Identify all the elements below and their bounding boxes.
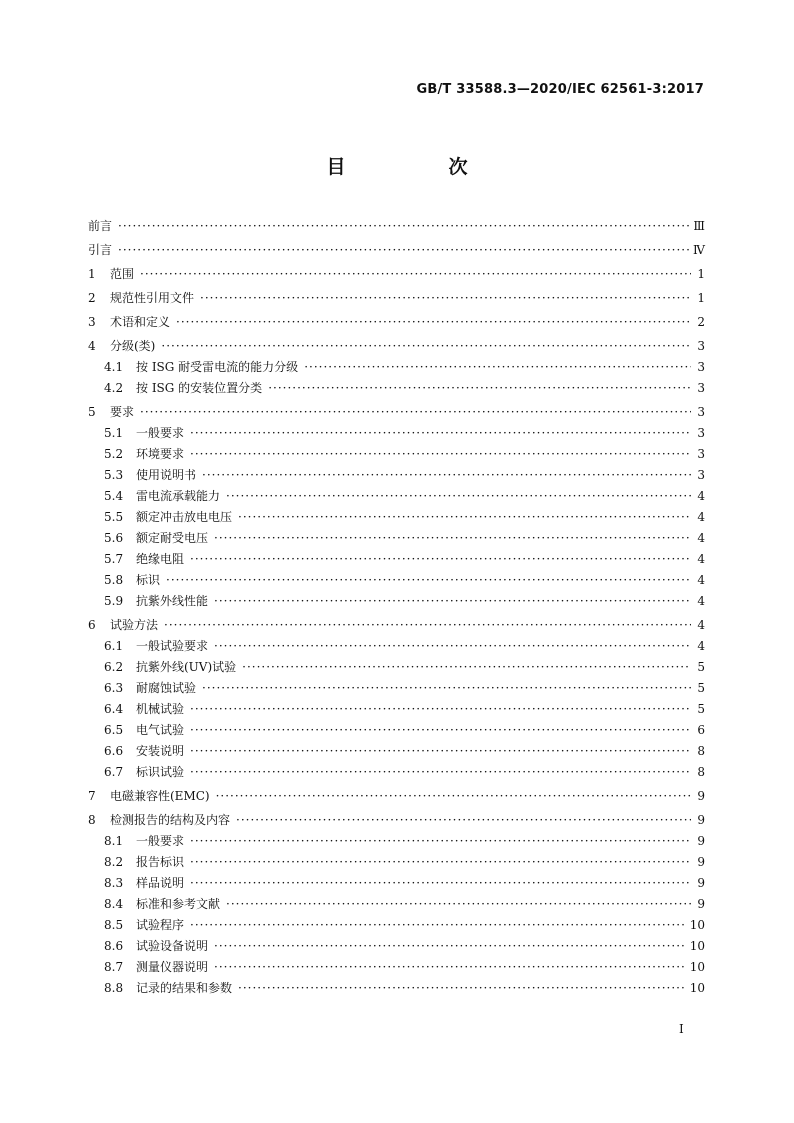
- toc-entry-title: 抗紫外线性能: [136, 594, 209, 608]
- toc-entry[interactable]: [88, 980, 705, 996]
- standard-code: GB/T 33588.3—2020/IEC 62561-3:2017: [416, 82, 704, 97]
- toc-entry[interactable]: [88, 509, 705, 525]
- toc-entry-title: 电气试验: [136, 723, 185, 737]
- toc-entry-page: 9: [697, 876, 705, 890]
- toc-entry-page: 6: [697, 723, 705, 737]
- toc-entry-title: 记录的结果和参数: [136, 981, 233, 995]
- toc-leader-dots: [242, 659, 691, 675]
- toc-leader-dots: [118, 218, 689, 234]
- toc-entry[interactable]: [88, 530, 705, 546]
- toc-entry-page: 8: [697, 765, 705, 779]
- toc-entry[interactable]: [88, 617, 705, 633]
- toc-entry-title: 按 ISG 的安装位置分类: [136, 381, 263, 395]
- toc-entry-page: 9: [697, 855, 705, 869]
- toc-entry[interactable]: [88, 854, 705, 870]
- toc-entry-title: 抗紫外线(UV)试验: [136, 660, 237, 674]
- toc-entry-title: 电磁兼容性(EMC): [110, 789, 210, 803]
- toc-entry-number: 8.8: [104, 981, 124, 995]
- toc-entry[interactable]: [88, 425, 705, 441]
- toc-leader-dots: [190, 551, 691, 567]
- toc-entry-number: 8.1: [104, 834, 124, 848]
- toc-leader-dots: [236, 812, 691, 828]
- toc-entry-title: 试验设备说明: [136, 939, 209, 953]
- toc-entry-title: 范围: [110, 267, 135, 281]
- toc-entry-title: 一般要求: [136, 834, 185, 848]
- toc-leader-dots: [190, 446, 691, 462]
- toc-entry-page: 4: [697, 531, 705, 545]
- toc-entry-title: 引言: [88, 243, 113, 257]
- toc-leader-dots: [161, 338, 691, 354]
- toc-leader-dots: [200, 290, 691, 306]
- toc-entry-page: 8: [697, 744, 705, 758]
- toc-entry-number: 1: [88, 267, 96, 281]
- toc-entry[interactable]: [88, 593, 705, 609]
- toc-entry-title: 标准和参考文献: [136, 897, 221, 911]
- toc-entry-number: 5.7: [104, 552, 124, 566]
- table-of-contents: [88, 218, 705, 996]
- toc-entry-title: 测量仪器说明: [136, 960, 209, 974]
- toc-leader-dots: [226, 488, 691, 504]
- toc-entry-title: 试验程序: [136, 918, 185, 932]
- toc-leader-dots: [164, 617, 691, 633]
- toc-entry-page: 1: [697, 267, 705, 281]
- toc-entry[interactable]: [88, 743, 705, 759]
- toc-entry-page: 2: [697, 315, 705, 329]
- toc-entry-page: 4: [697, 552, 705, 566]
- toc-leader-dots: [214, 938, 686, 954]
- toc-entry[interactable]: [88, 338, 705, 354]
- toc-entry[interactable]: [88, 833, 705, 849]
- toc-entry-number: 5.6: [104, 531, 124, 545]
- toc-leader-dots: [176, 314, 691, 330]
- toc-leader-dots: [190, 743, 691, 759]
- toc-entry-page: 5: [697, 681, 705, 695]
- toc-entry-title: 安装说明: [136, 744, 185, 758]
- toc-entry-title: 使用说明书: [136, 468, 197, 482]
- toc-entry[interactable]: [88, 314, 705, 330]
- toc-entry-title: 术语和定义: [110, 315, 171, 329]
- toc-leader-dots: [238, 980, 686, 996]
- toc-entry-number: 4.2: [104, 381, 124, 395]
- toc-entry-page: 4: [697, 618, 705, 632]
- toc-entry-number: 2: [88, 291, 96, 305]
- toc-leader-dots: [118, 242, 689, 258]
- toc-leader-dots: [214, 638, 691, 654]
- toc-leader-dots: [190, 425, 691, 441]
- toc-leader-dots: [202, 467, 691, 483]
- toc-leader-dots: [216, 788, 691, 804]
- toc-leader-dots: [202, 680, 691, 696]
- toc-entry-title: 环境要求: [136, 447, 185, 461]
- toc-entry-number: 5.3: [104, 468, 124, 482]
- toc-leader-dots: [166, 572, 691, 588]
- toc-entry[interactable]: [88, 896, 705, 912]
- toc-entry[interactable]: [88, 446, 705, 462]
- toc-entry-page: 3: [697, 405, 705, 419]
- toc-entry-number: 5.1: [104, 426, 124, 440]
- toc-entry[interactable]: [88, 290, 705, 306]
- toc-entry-number: 5.4: [104, 489, 124, 503]
- toc-entry[interactable]: [88, 722, 705, 738]
- toc-entry-number: 6.5: [104, 723, 124, 737]
- toc-entry-number: 3: [88, 315, 96, 329]
- toc-entry-title: 额定冲击放电电压: [136, 510, 233, 524]
- toc-leader-dots: [190, 917, 686, 933]
- toc-entry-number: 6: [88, 618, 96, 632]
- toc-entry-number: 8.3: [104, 876, 124, 890]
- toc-entry-number: 8.5: [104, 918, 124, 932]
- toc-entry-page: Ⅲ: [693, 219, 705, 233]
- toc-entry-title: 标识: [136, 573, 161, 587]
- toc-entry-number: 6.3: [104, 681, 124, 695]
- toc-entry-number: 6.2: [104, 660, 124, 674]
- page-title: 目 次: [326, 156, 510, 178]
- toc-leader-dots: [304, 359, 691, 375]
- toc-entry-page: 10: [689, 960, 705, 974]
- toc-entry-title: 一般要求: [136, 426, 185, 440]
- toc-leader-dots: [190, 722, 691, 738]
- toc-entry-title: 样品说明: [136, 876, 185, 890]
- toc-entry-title: 按 ISG 耐受雷电流的能力分级: [136, 360, 299, 374]
- toc-leader-dots: [214, 593, 691, 609]
- toc-entry-title: 机械试验: [136, 702, 185, 716]
- toc-entry-title: 一般试验要求: [136, 639, 209, 653]
- toc-entry[interactable]: [88, 572, 705, 588]
- toc-entry-page: 4: [697, 510, 705, 524]
- toc-entry-number: 8.7: [104, 960, 124, 974]
- toc-entry-page: 10: [689, 939, 705, 953]
- toc-entry-title: 检测报告的结构及内容: [110, 813, 231, 827]
- toc-entry[interactable]: [88, 701, 705, 717]
- toc-entry-page: 9: [697, 813, 705, 827]
- toc-entry-title: 分级(类): [110, 339, 156, 353]
- toc-entry-number: 6.7: [104, 765, 124, 779]
- toc-entry[interactable]: [88, 551, 705, 567]
- toc-entry-page: 3: [697, 339, 705, 353]
- toc-leader-dots: [238, 509, 691, 525]
- toc-entry-number: 5.9: [104, 594, 124, 608]
- toc-entry-number: 6.6: [104, 744, 124, 758]
- toc-entry[interactable]: [88, 380, 705, 396]
- toc-entry-title: 要求: [110, 405, 135, 419]
- toc-entry-number: 5.8: [104, 573, 124, 587]
- toc-entry[interactable]: [88, 959, 705, 975]
- toc-entry-page: Ⅳ: [693, 243, 705, 257]
- toc-entry-title: 前言: [88, 219, 113, 233]
- toc-entry-number: 8.2: [104, 855, 124, 869]
- toc-leader-dots: [190, 764, 691, 780]
- toc-entry[interactable]: [88, 812, 705, 828]
- toc-entry-number: 5.5: [104, 510, 124, 524]
- toc-entry-title: 额定耐受电压: [136, 531, 209, 545]
- toc-leader-dots: [140, 404, 691, 420]
- toc-entry-title: 绝缘电阻: [136, 552, 185, 566]
- toc-leader-dots: [140, 266, 691, 282]
- toc-entry-title: 试验方法: [110, 618, 159, 632]
- toc-leader-dots: [190, 833, 691, 849]
- toc-entry-number: 7: [88, 789, 96, 803]
- toc-entry-page: 4: [697, 489, 705, 503]
- toc-entry-title: 规范性引用文件: [110, 291, 195, 305]
- toc-entry[interactable]: [88, 488, 705, 504]
- toc-entry-page: 3: [697, 468, 705, 482]
- toc-entry-title: 标识试验: [136, 765, 185, 779]
- toc-entry-number: 4: [88, 339, 96, 353]
- toc-entry[interactable]: [88, 659, 705, 675]
- toc-entry-number: 5: [88, 405, 96, 419]
- toc-entry-page: 9: [697, 897, 705, 911]
- toc-entry[interactable]: [88, 359, 705, 375]
- toc-entry-page: 3: [697, 360, 705, 374]
- toc-entry-page: 9: [697, 834, 705, 848]
- toc-entry-page: 3: [697, 447, 705, 461]
- toc-entry[interactable]: [88, 467, 705, 483]
- toc-entry[interactable]: [88, 638, 705, 654]
- toc-entry-number: 8.6: [104, 939, 124, 953]
- toc-entry-page: 5: [697, 702, 705, 716]
- toc-entry-page: 9: [697, 789, 705, 803]
- toc-entry-title: 耐腐蚀试验: [136, 681, 197, 695]
- toc-entry-title: 报告标识: [136, 855, 185, 869]
- toc-entry-page: 4: [697, 594, 705, 608]
- toc-entry[interactable]: [88, 266, 705, 282]
- toc-entry[interactable]: [88, 242, 705, 258]
- toc-entry-page: 5: [697, 660, 705, 674]
- toc-entry-number: 8.4: [104, 897, 124, 911]
- toc-entry[interactable]: [88, 875, 705, 891]
- toc-leader-dots: [226, 896, 691, 912]
- toc-entry[interactable]: [88, 404, 705, 420]
- toc-entry-page: 3: [697, 426, 705, 440]
- toc-entry-number: 4.1: [104, 360, 124, 374]
- toc-entry[interactable]: [88, 680, 705, 696]
- toc-leader-dots: [214, 530, 691, 546]
- toc-entry-page: 4: [697, 573, 705, 587]
- toc-entry-number: 6.4: [104, 702, 124, 716]
- toc-entry-page: 1: [697, 291, 705, 305]
- toc-entry-number: 8: [88, 813, 96, 827]
- toc-entry[interactable]: [88, 764, 705, 780]
- toc-leader-dots: [190, 875, 691, 891]
- toc-entry-page: 3: [697, 381, 705, 395]
- toc-entry-page: 10: [689, 981, 705, 995]
- toc-leader-dots: [190, 854, 691, 870]
- toc-entry-page: 4: [697, 639, 705, 653]
- toc-leader-dots: [190, 701, 691, 717]
- toc-entry[interactable]: [88, 938, 705, 954]
- toc-leader-dots: [268, 380, 691, 396]
- toc-entry-number: 5.2: [104, 447, 124, 461]
- page-number: I: [679, 1022, 684, 1036]
- toc-entry-page: 10: [689, 918, 705, 932]
- toc-leader-dots: [214, 959, 686, 975]
- toc-entry[interactable]: [88, 917, 705, 933]
- toc-entry-title: 雷电流承载能力: [136, 489, 221, 503]
- toc-entry[interactable]: [88, 788, 705, 804]
- toc-entry[interactable]: [88, 218, 705, 234]
- toc-entry-number: 6.1: [104, 639, 124, 653]
